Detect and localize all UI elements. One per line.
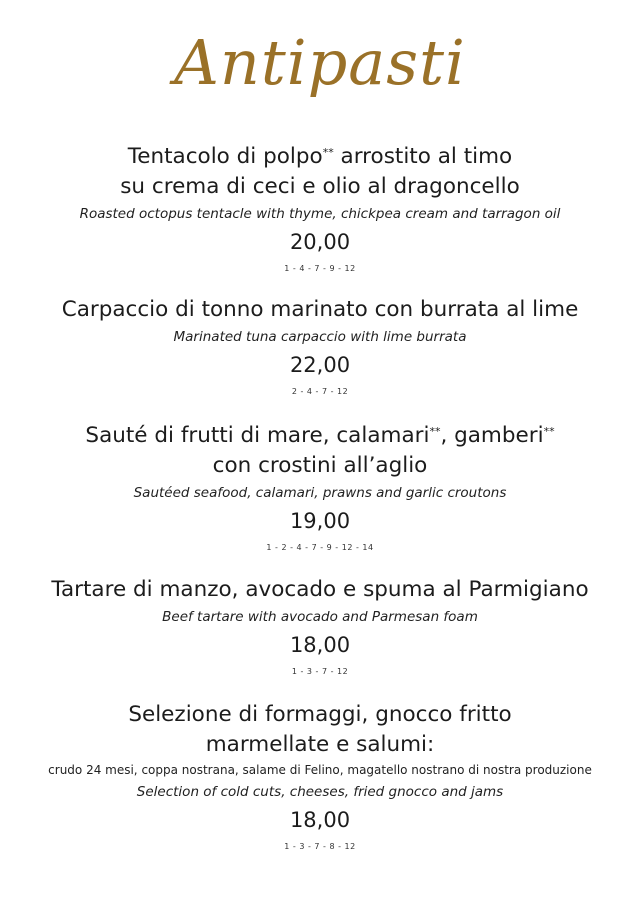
dish-name-text: arrostito al timo (333, 144, 513, 169)
dish-english-description: Sautéed seafood, calamari, prawns and garlic croutons (133, 485, 507, 501)
dish-name-line: Tartare di manzo, avocado e spuma al Parmigiano (51, 577, 589, 602)
dish-english-description: Selection of cold cuts, cheeses, fried gnocco and jams (136, 784, 504, 800)
dish-name-line: marmellate e salumi: (205, 732, 435, 757)
dish-english-description: Marinated tuna carpaccio with lime burrata (173, 329, 467, 345)
dish-english-description: Roasted octopus tentacle with thyme, chickpea cream and tarragon oil (79, 206, 561, 222)
dish-name-text: Tentacolo di polpo (127, 144, 323, 169)
dish-name-line: con crostini all’aglio (212, 453, 428, 478)
dish-allergens: 2 - 4 - 7 - 12 (291, 387, 349, 396)
menu-item-seafood-saute (0, 421, 640, 559)
dish-price: 19,00 (289, 509, 351, 533)
menu-item-tuna-carpaccio (0, 295, 640, 403)
allergen-mark: ** (429, 425, 441, 438)
dish-price: 20,00 (289, 230, 351, 254)
dish-allergens: 1 - 3 - 7 - 8 - 12 (284, 842, 356, 851)
dish-name-line: Carpaccio di tonno marinato con burrata al lime (61, 297, 579, 322)
dish-name-text: , gamberi (440, 423, 544, 448)
page-title: Antipasti (174, 26, 466, 99)
dish-name-line (0, 421, 640, 451)
dish-detail: crudo 24 mesi, coppa nostrana, salame di Felino, magatello nostrano di nostra produzione (48, 763, 592, 777)
dish-allergens: 1 - 4 - 7 - 9 - 12 (284, 264, 356, 273)
dish-allergens: 1 - 3 - 7 - 12 (291, 667, 349, 676)
dish-price: 18,00 (289, 808, 351, 832)
dish-name-line (0, 142, 640, 172)
allergen-mark: ** (322, 146, 334, 159)
dish-name-line: Selezione di formaggi, gnocco fritto (128, 702, 512, 727)
dish-price: 18,00 (289, 633, 351, 657)
dish-name-text: Sauté di frutti di mare, calamari (85, 423, 430, 448)
menu-item-octopus (0, 142, 640, 280)
menu-item-beef-tartare (0, 575, 640, 683)
dish-allergens: 1 - 2 - 4 - 7 - 9 - 12 - 14 (266, 543, 374, 552)
menu-item-cheese-selection (0, 700, 640, 858)
dish-english-description: Beef tartare with avocado and Parmesan foam (162, 609, 478, 625)
allergen-mark: ** (543, 425, 555, 438)
dish-name-line: su crema di ceci e olio al dragoncello (120, 174, 520, 199)
dish-price: 22,00 (289, 353, 351, 377)
